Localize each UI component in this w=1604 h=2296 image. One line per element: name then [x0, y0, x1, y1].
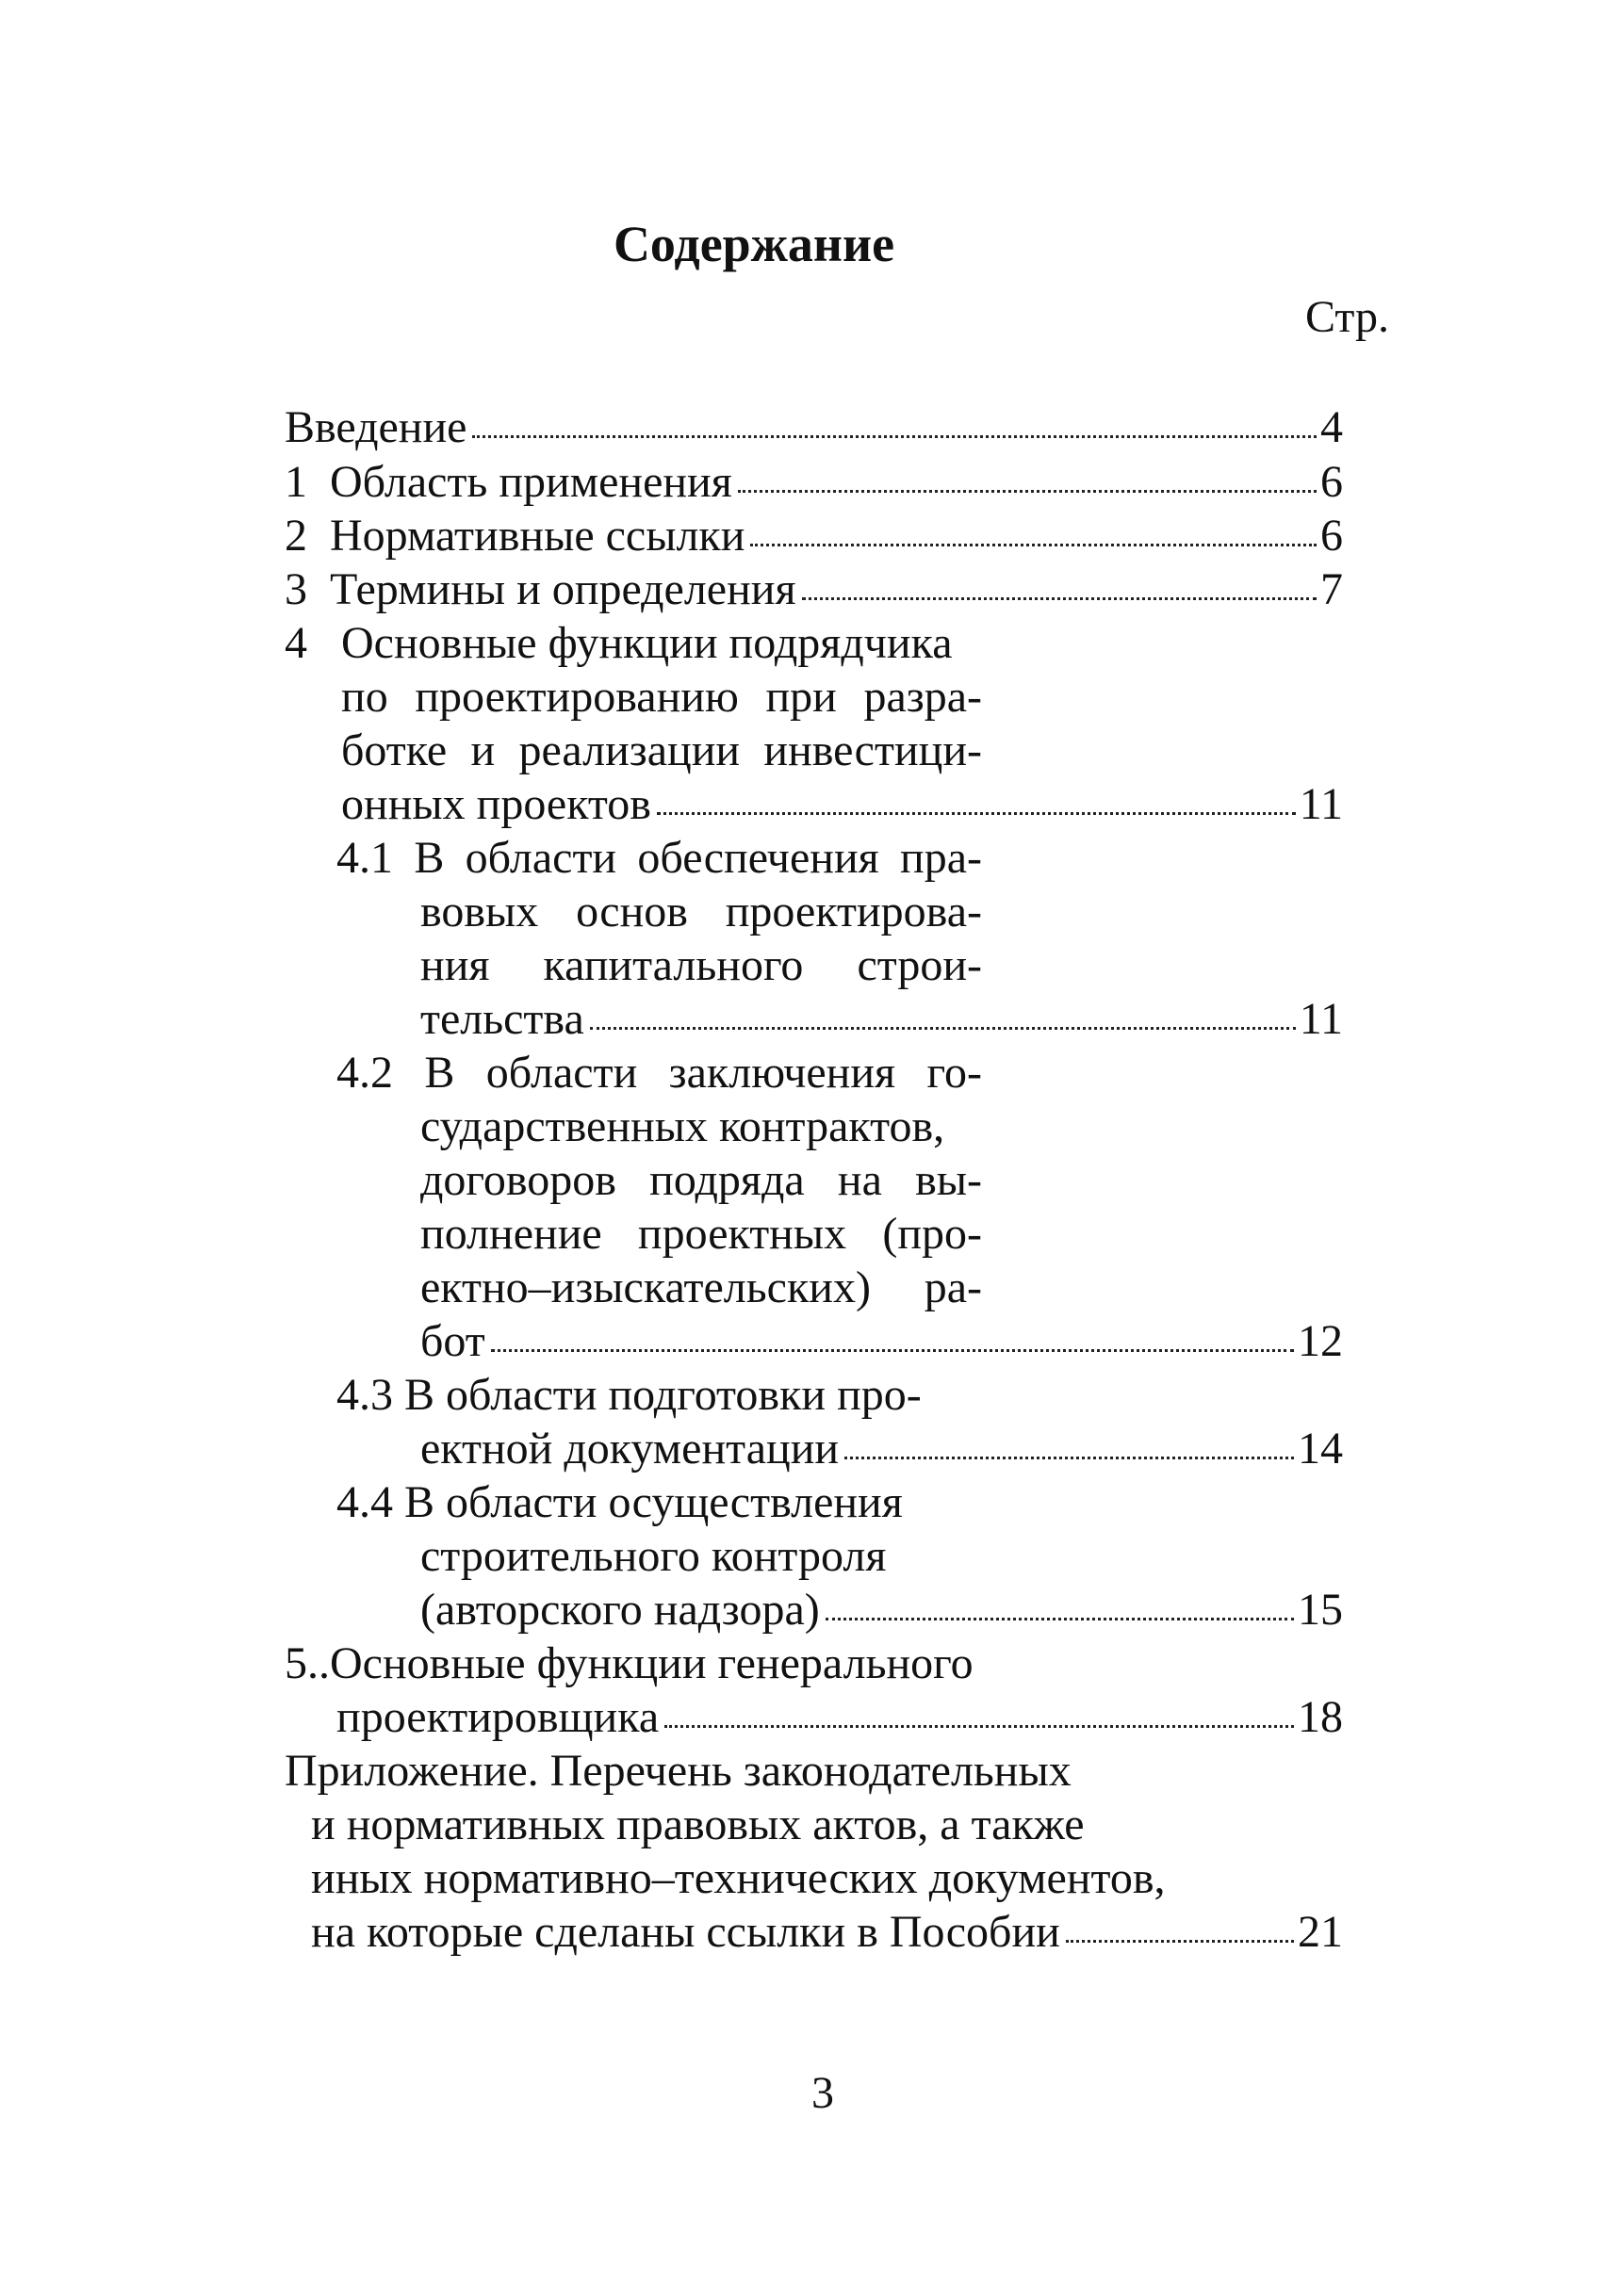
toc-entry-text: 4 Основные функции подрядчика [285, 618, 953, 668]
toc-page-number: 6 [1320, 511, 1343, 561]
toc-entry-text: ния капитального строи- [420, 940, 982, 990]
toc-entry-4-4[interactable] [420, 1583, 1343, 1637]
dot-leader [802, 597, 1317, 600]
toc-entry-appendix-line-3 [311, 1851, 1329, 1905]
toc-entry-4-2-line-2 [420, 1099, 982, 1153]
toc-entry-text: бот [420, 1316, 485, 1366]
toc-entry-4-2[interactable] [420, 1314, 1343, 1368]
toc-entry-text: Приложение. Перечень законодательных [285, 1746, 1072, 1796]
toc-entry-text: проектировщика [336, 1692, 660, 1742]
toc-entry-4-1-line-2 [420, 885, 982, 938]
toc-entry-4-4-line-2 [420, 1529, 982, 1583]
toc-entry-text: тельства [420, 994, 584, 1044]
toc-entry-4[interactable] [341, 777, 1343, 831]
page-number: 3 [811, 2068, 834, 2118]
toc-entry-4-2-line-5 [420, 1261, 982, 1314]
toc-entry-text: иных нормативно–технических документов, [311, 1853, 1166, 1903]
toc-entry-text: онных проектов [341, 779, 651, 829]
dot-leader [826, 1618, 1294, 1620]
toc-entry-4-line-1 [285, 616, 982, 670]
dot-leader [750, 544, 1317, 546]
toc-entry-text: и нормативных правовых актов, а также [311, 1799, 1085, 1849]
toc-entry-5-line-1 [285, 1637, 1133, 1690]
toc-entry-text: 4.2 В области заключения го- [336, 1048, 982, 1098]
dot-leader [1066, 1940, 1294, 1943]
page-title: Содержание [613, 216, 895, 272]
dot-leader [844, 1457, 1294, 1459]
toc-entry-4-line-3 [341, 724, 982, 777]
dot-leader [491, 1349, 1294, 1352]
toc-entry-text: 3 Термины и определения [285, 564, 796, 614]
toc-entry-4-2-line-1 [336, 1046, 982, 1099]
toc-page-number: 15 [1298, 1585, 1343, 1635]
toc-entry-text: сударственных контрактов, [420, 1101, 945, 1151]
toc-entry-4-2-line-3 [420, 1153, 982, 1207]
toc-entry-appendix-line-2 [311, 1798, 1329, 1851]
dot-leader [664, 1725, 1294, 1728]
toc-entry-1[interactable] [285, 455, 1343, 509]
toc-entry-text: Введение [285, 402, 467, 452]
toc-page-number: 7 [1320, 564, 1343, 614]
toc-page-number: 21 [1298, 1907, 1343, 1957]
toc-page-number: 11 [1299, 779, 1343, 829]
toc-entry-2[interactable] [285, 509, 1343, 562]
toc-entry-text: ектной документации [420, 1424, 840, 1474]
page-column-label: Стр. [1305, 292, 1389, 342]
toc-entry-text: по проектированию при разра- [341, 672, 982, 722]
toc-entry-4-2-line-4 [420, 1207, 982, 1261]
toc-entry-3[interactable] [285, 562, 1343, 616]
toc-entry-4-line-2 [341, 670, 982, 724]
toc-entry-text: 4.3 В области подготовки про- [336, 1370, 922, 1420]
toc-entry-text: полнение проектных (про- [420, 1209, 982, 1259]
toc-page-number: 4 [1320, 402, 1343, 452]
toc-entry-text: 2 Нормативные ссылки [285, 511, 745, 561]
toc-entry-text: строительного контроля [420, 1531, 887, 1581]
toc-entry-text: договоров подряда на вы- [420, 1155, 982, 1205]
toc-entry-text: 4.4 В области осуществления [336, 1477, 903, 1527]
toc-entry-text: вовых основ проектирова- [420, 887, 982, 936]
toc-entry-text: ботке и реализации инвестици- [341, 725, 982, 775]
toc-entry-5[interactable] [336, 1690, 1343, 1744]
toc-entry-4-3[interactable] [420, 1422, 1343, 1475]
toc-entry-text: на которые сделаны ссылки в Пособии [311, 1907, 1060, 1957]
toc-page-number: 14 [1298, 1424, 1343, 1474]
toc-page-number: 18 [1298, 1692, 1343, 1742]
dot-leader [472, 435, 1317, 438]
dot-leader [738, 490, 1317, 493]
toc-entry-text: 4.1 В области обеспечения пра- [336, 833, 982, 883]
toc-entry-appendix-line-1 [285, 1744, 1321, 1798]
toc-page-number: 6 [1320, 457, 1343, 507]
toc-entry-appendix[interactable] [311, 1905, 1343, 1959]
toc-entry-4-3-line-1 [336, 1368, 982, 1422]
toc-entry-4-4-line-1 [336, 1475, 982, 1529]
toc-entry-4-1[interactable] [420, 992, 1343, 1046]
toc-entry-text: (авторского надзора) [420, 1585, 820, 1635]
toc-entry-4-1-line-3 [420, 938, 982, 992]
toc-entry-text: ектно–изыскательских) ра- [420, 1262, 982, 1312]
toc-entry-introduction[interactable] [285, 400, 1343, 454]
toc-entry-text: 5..Основные функции генерального [285, 1638, 974, 1688]
dot-leader [657, 812, 1296, 815]
toc-page-number: 12 [1298, 1316, 1343, 1366]
toc-page-number: 11 [1299, 994, 1343, 1044]
dot-leader [590, 1027, 1296, 1030]
toc-entry-4-1-line-1 [336, 831, 982, 885]
toc-entry-text: 1 Область применения [285, 457, 732, 507]
